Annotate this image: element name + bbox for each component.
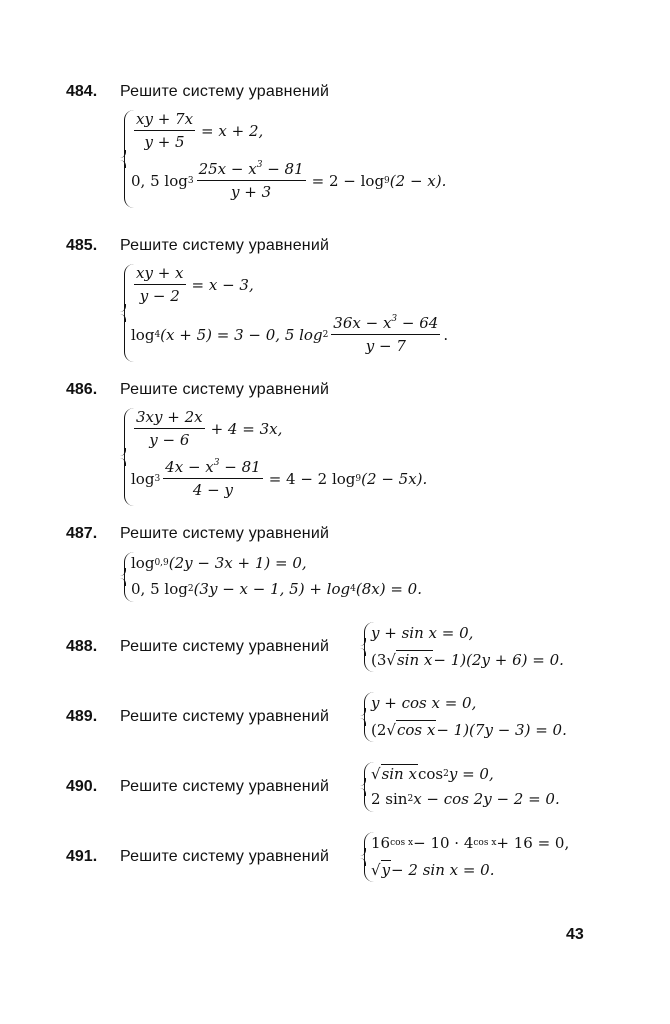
equation-system bbox=[124, 264, 545, 362]
equation-2: √ y − 2 sin x = 0. bbox=[371, 860, 495, 879]
equation-2: 0, 5 log 3 $\frac{25x - x^3 - 81}{y + 3}$ = 2 − log 9 (2 − x). bbox=[131, 160, 447, 201]
problem-number: 484. bbox=[66, 83, 98, 100]
problem-number: 489. bbox=[66, 708, 98, 725]
equation-system bbox=[124, 552, 445, 602]
problem-number: 487. bbox=[66, 525, 98, 542]
problem-prompt: Решите систему уравнений bbox=[120, 381, 330, 398]
equation-1: $\frac{3xy + 2x}{y - 6}$ + 4 = 3x, bbox=[136, 408, 283, 449]
equation-1: y + sin x = 0, bbox=[371, 624, 474, 642]
equation-2: 2 sin 2 x − cos 2y − 2 = 0. bbox=[371, 790, 560, 808]
equation-1: log 0,9 (2y − 3x + 1) = 0, bbox=[131, 554, 307, 572]
problem-number: 490. bbox=[66, 778, 98, 795]
problem-number: 485. bbox=[66, 237, 98, 254]
problem-number: 486. bbox=[66, 381, 98, 398]
equation-2: log 3 $\frac{4x - x^3 - 81}{4 - y}$ = 4 − 2 log 9 (2 − 5x). bbox=[131, 458, 428, 499]
problem-prompt: Решите систему уравнений bbox=[120, 638, 330, 655]
equation-1: y + cos x = 0, bbox=[371, 694, 477, 712]
equation-system bbox=[124, 110, 545, 208]
problem-prompt: Решите систему уравнений bbox=[120, 848, 330, 865]
problem-prompt: Решите систему уравнений bbox=[120, 237, 330, 254]
equation-1: $\frac{xy + 7x}{y + 5}$ = x + 2, bbox=[136, 110, 264, 151]
problem-prompt: Решите систему уравнений bbox=[120, 525, 330, 542]
equation-2: 0, 5 log 2 (3y − x − 1, 5) + log 4 (8x) = 0. bbox=[131, 580, 422, 598]
equation-1: √ sin x cos 2 y = 0, bbox=[371, 764, 494, 783]
page-number: 43 bbox=[566, 926, 584, 943]
equation-system bbox=[364, 762, 585, 812]
equation-2: log 4 (x + 5) = 3 − 0, 5 log 2 $\frac{36x - x^3 - 64}{y - 7}$ . bbox=[131, 314, 449, 355]
problem-prompt: Решите систему уравнений bbox=[120, 708, 330, 725]
problem-prompt: Решите систему уравнений bbox=[120, 83, 330, 100]
equation-system bbox=[364, 622, 585, 672]
equation-system bbox=[364, 692, 585, 742]
equation-1: 16 cos x − 10 · 4 cos x + 16 = 0, bbox=[371, 834, 570, 852]
problem-number: 491. bbox=[66, 848, 98, 865]
equation-2: (2 √ cos x − 1)(7y − 3) = 0. bbox=[371, 720, 567, 739]
problem-prompt: Решите систему уравнений bbox=[120, 778, 330, 795]
equation-system bbox=[364, 832, 595, 882]
problem-number: 488. bbox=[66, 638, 98, 655]
equation-system bbox=[124, 408, 545, 506]
equation-2: (3 √ sin x − 1)(2y + 6) = 0. bbox=[371, 650, 564, 669]
equation-1: $\frac{xy + x}{y - 2}$ = x − 3, bbox=[136, 264, 254, 305]
